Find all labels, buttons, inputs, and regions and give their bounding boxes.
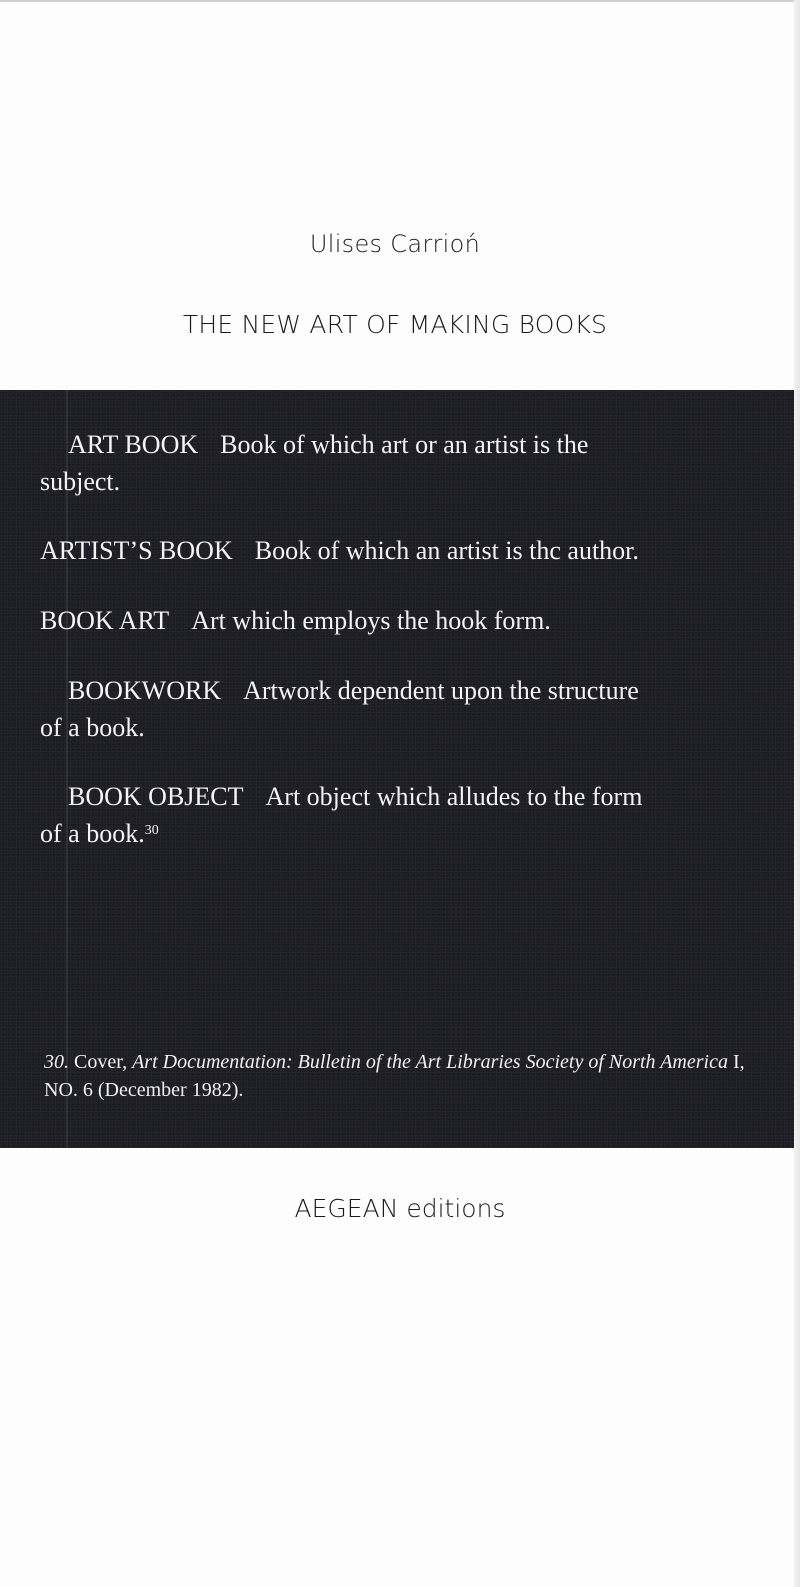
definition-book-art — [40, 602, 760, 639]
definition-text: Book of which an artist is thc author. — [254, 536, 639, 565]
definition-text-continued: of a book. — [40, 713, 145, 742]
cover-right-edge — [794, 0, 800, 1587]
footnote-number: 30. — [44, 1051, 69, 1073]
definition-art-book — [40, 426, 760, 500]
definition-book-object — [40, 778, 760, 852]
footnote-reference: 30 — [144, 823, 159, 838]
definitions-panel — [0, 390, 794, 1148]
author-name: Ulises Carrioń — [309, 230, 481, 258]
definition-term: BOOKWORK — [68, 676, 222, 705]
book-title: THE NEW ART OF MAKING BOOKS — [182, 310, 608, 339]
definition-text: Art object which alludes to the form — [265, 782, 643, 811]
cover-top-edge — [0, 0, 800, 2]
footnote-30 — [44, 1048, 764, 1104]
footnote-lead: Cover, — [74, 1051, 128, 1073]
definition-text: Artwork dependent upon the structure — [243, 676, 639, 705]
definition-text-continued: subject. — [40, 467, 121, 496]
definition-bookwork — [40, 672, 760, 746]
footnote-source-details: I, NO. 6 (December 1982). — [44, 1051, 745, 1101]
definition-artists-book — [40, 532, 760, 569]
definition-term: BOOK ART — [40, 606, 170, 635]
definition-text-continued: of a book. — [40, 819, 145, 848]
panel-crease — [66, 390, 68, 1148]
definition-term: BOOK OBJECT — [68, 782, 244, 811]
footnote-source-title: Art Documentation: Bulletin of the Art Libraries Society of North America — [132, 1051, 728, 1073]
definition-text: Book of which art or an artist is the — [220, 430, 589, 459]
definition-text: Art which employs the hook form. — [191, 606, 551, 635]
publisher-name: AEGEAN editions — [294, 1194, 506, 1223]
definition-term: ART BOOK — [68, 430, 199, 459]
definition-term: ARTIST’S BOOK — [40, 536, 233, 565]
